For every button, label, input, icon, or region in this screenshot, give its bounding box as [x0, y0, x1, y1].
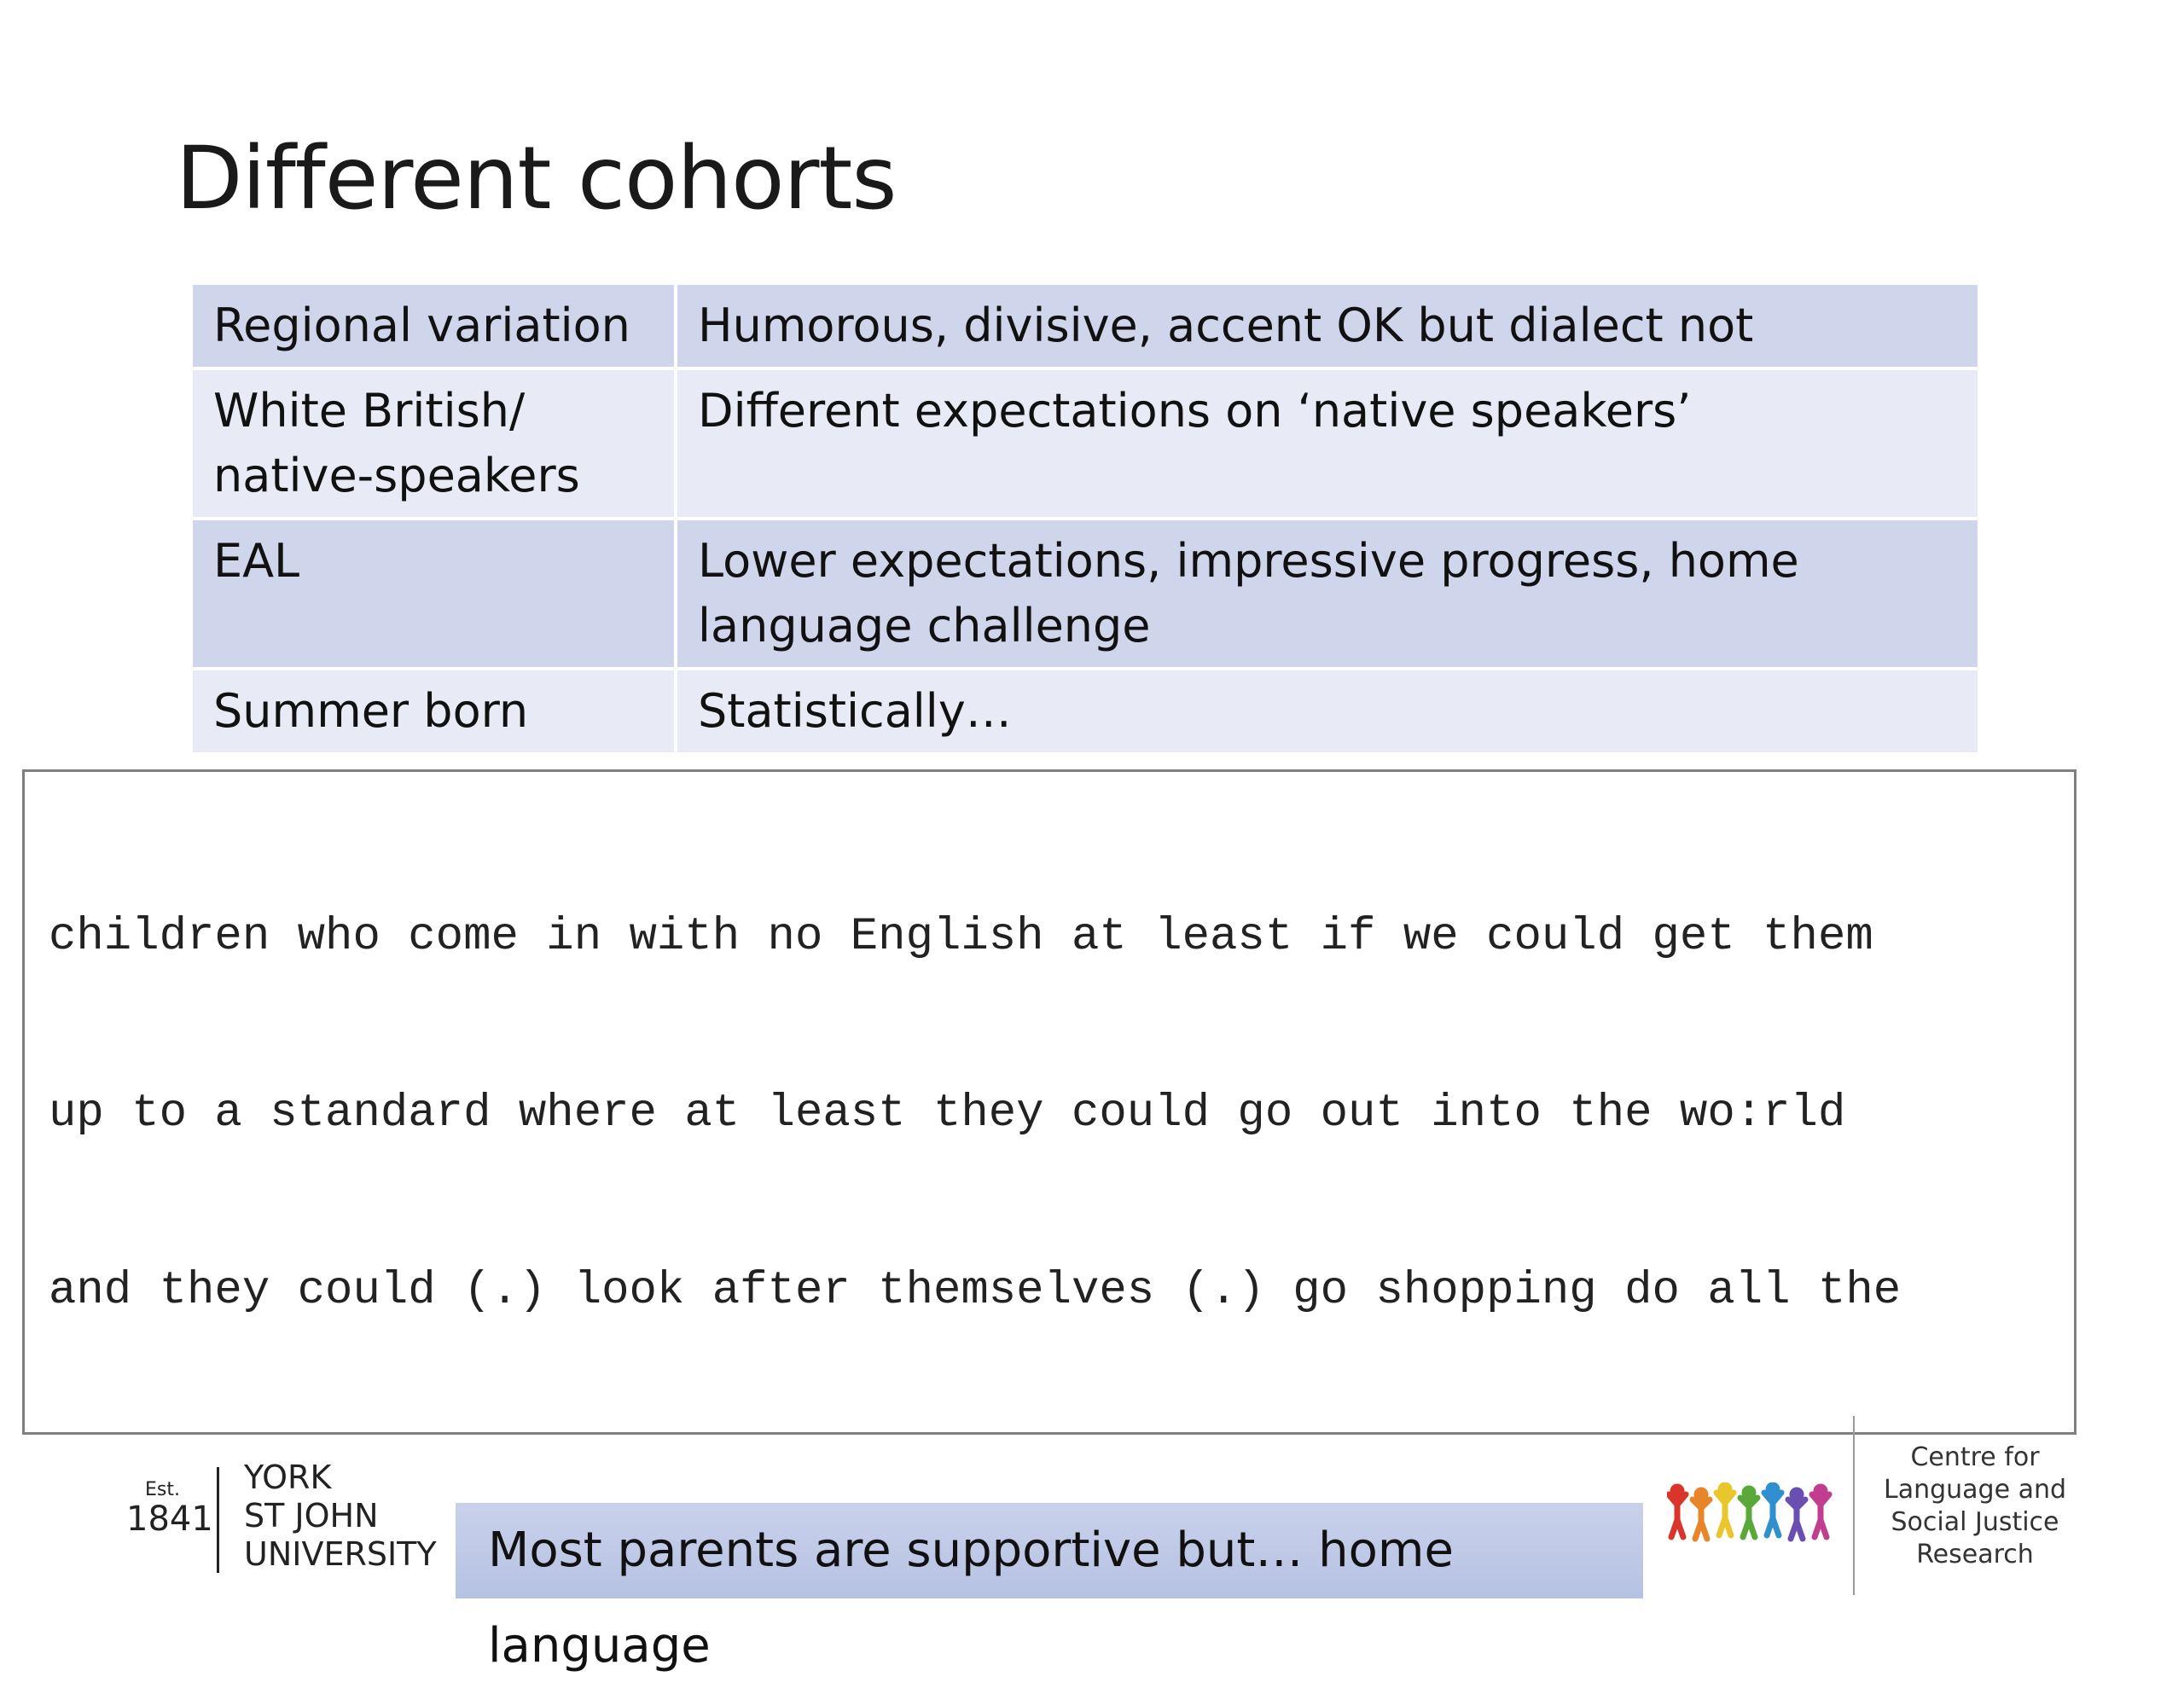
- table-row: [191, 519, 1979, 669]
- slide-title: Different cohorts: [176, 128, 897, 229]
- cohort-description: Different expectations on ‘native speakers’: [676, 368, 1979, 519]
- transcript-line: children who come in with no English at least if we could get them: [49, 910, 1873, 963]
- footer-divider: [1853, 1416, 1855, 1595]
- transcript-line: up to a standard where at least they could go out into the wo:rld: [49, 1088, 1846, 1140]
- centre-name: Centre for Language and Social Justice Research: [1883, 1442, 2067, 1569]
- logo-university-name: YORK ST JOHN UNIVERSITY: [244, 1459, 437, 1573]
- table-row: [191, 669, 1979, 754]
- cohort-description: Humorous, divisive, accent OK but dialect not: [676, 283, 1979, 368]
- transcript-line: and they could (.) look after themselves (.) go shopping do all the: [49, 1265, 1902, 1318]
- table-row: [191, 368, 1979, 519]
- people-figures-icon: [1667, 1482, 1846, 1544]
- logo-year: 1841: [126, 1500, 213, 1539]
- cohort-label: White British/ native-speakers: [191, 368, 676, 519]
- logo-est-label: Est.: [145, 1479, 180, 1500]
- cohort-label: Regional variation: [191, 283, 676, 368]
- cohort-description: Statistically…: [676, 669, 1979, 754]
- cohorts-table: [189, 281, 1981, 756]
- cohort-description: Lower expectations, impressive progress, home language challenge: [676, 519, 1979, 669]
- summary-banner: Most parents are supportive but… home language: [456, 1503, 1643, 1598]
- interview-transcript-box: [22, 769, 2077, 1435]
- cohort-label: EAL: [191, 519, 676, 669]
- logo-divider: [217, 1467, 219, 1573]
- table-row: [191, 283, 1979, 368]
- cohort-label: Summer born: [191, 669, 676, 754]
